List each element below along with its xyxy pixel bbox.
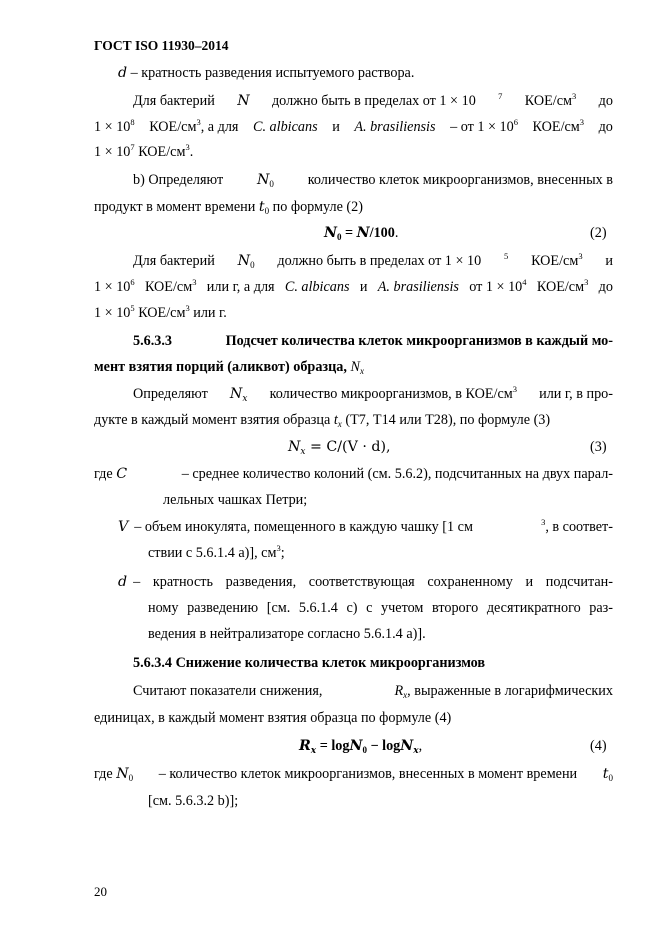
definition-d2-line-2: ному разведению [см. 5.6.1.4 с) с учетом второго десятикратного раз- xyxy=(148,600,613,616)
paragraph-determine-nx-line-2: дукте в каждый момент взятия образца $t_x$ (Т7, Т14 или Т28), по формуле (3) xyxy=(94,412,551,429)
paragraph-determine-nx-line-1: Определяют $N_x$ количество микроорганизмов, в КОЕ/$см^3$ или г, в про- xyxy=(133,384,613,404)
paragraph-bacteria-n0-line-3: $1 \times 10^5$ КОЕ/$см^3$ или г. xyxy=(94,303,227,321)
definition-c-line-1: где C – среднее количество колоний (см. 5.6.2), подсчитанных на двух парал- xyxy=(94,466,613,482)
equation-3: $N_x = C/(V \cdot d)$, xyxy=(288,439,391,457)
section-heading-5-6-3-4: 5.6.3.4 Снижение количества клеток микроорганизмов xyxy=(133,655,486,671)
equation-2: $N_0 = N/100$. xyxy=(324,225,399,242)
paragraph-reduction-line-2: единицах, в каждый момент взятия образца по формуле (4) xyxy=(94,710,452,726)
paragraph-determine-n0-line-2: продукт в момент времени $t_0$ по формуле (2) xyxy=(94,199,363,216)
definition-v-line-2: ствии с 5.6.1.4 а)], $см^3$; xyxy=(148,543,285,561)
definition-d-line: d – кратность разведения испытуемого раствора. xyxy=(118,65,415,81)
equation-4-number: (4) xyxy=(590,738,607,754)
section-heading-5-6-3-3-line-2: мент взятия порций (аликвот) образца, $N_x$ xyxy=(94,359,364,376)
paragraph-reduction-line-1: Считают показатели снижения, $R_x$, выраженные в логарифмических xyxy=(133,683,613,700)
paragraph-bacteria-n0-line-1: Для бактерий $N_0$ должно быть в пределах от 1 × 10 $^5$ КОЕ/$см^3$ и xyxy=(133,251,613,270)
page-number: 20 xyxy=(94,884,107,899)
equation-4: $R_x = \log N_0 - \log N_x$, xyxy=(299,738,423,756)
paragraph-bacteria-n-line-1: Для бактерий N должно быть в пределах от 1 × 10 $^7$ КОЕ/$см^3$ до xyxy=(133,91,613,109)
section-heading-5-6-3-3: 5.6.3.3 Подсчет количества клеток микроорганизмов в каждый мо- xyxy=(133,333,613,349)
equation-3-number: (3) xyxy=(590,439,607,455)
variable-d: d xyxy=(118,65,128,81)
definition-n0-line-1: где $N_0$ – количество клеток микроорганизмов, внесенных в момент времени $t_0$ xyxy=(94,766,613,783)
paragraph-bacteria-n-line-2: $1 \times 10^8$ КОЕ/$см^3$, а для C. albicans и A. brasiliensis – от $1 \times 10^6$ КОЕ/$см^3$ до xyxy=(94,117,613,135)
definition-c-line-2: лельных чашках Петри; xyxy=(163,492,308,508)
definition-d2-line-1: d – кратность разведения, соответствующая сохраненному и подсчитан- xyxy=(118,574,613,590)
definition-d2-line-3: ведения в нейтрализаторе согласно 5.6.1.4 а)]. xyxy=(148,626,426,642)
equation-2-number: (2) xyxy=(590,225,607,241)
paragraph-bacteria-n0-line-2: $1 \times 10^6$ КОЕ/$см^3$ или г, а для C. albicans и A. brasiliensis от $1 \times 10^4$ КОЕ/$см^3$ до xyxy=(94,277,613,295)
definition-v-line-1: V – объем инокулята, помещенного в каждую чашку [1 см $^3$, в соответ- xyxy=(118,517,613,535)
definition-n0-line-2: [см. 5.6.3.2 b)]; xyxy=(148,793,239,809)
paragraph-bacteria-n-line-3: $1 \times 10^7$ КОЕ/$см^3$. xyxy=(94,142,194,160)
paragraph-determine-n0-line-1: b) Определяют $N_0$ количество клеток микроорганизмов, внесенных в xyxy=(133,172,613,189)
page-header: ГОСТ ISO 11930–2014 xyxy=(94,38,229,53)
